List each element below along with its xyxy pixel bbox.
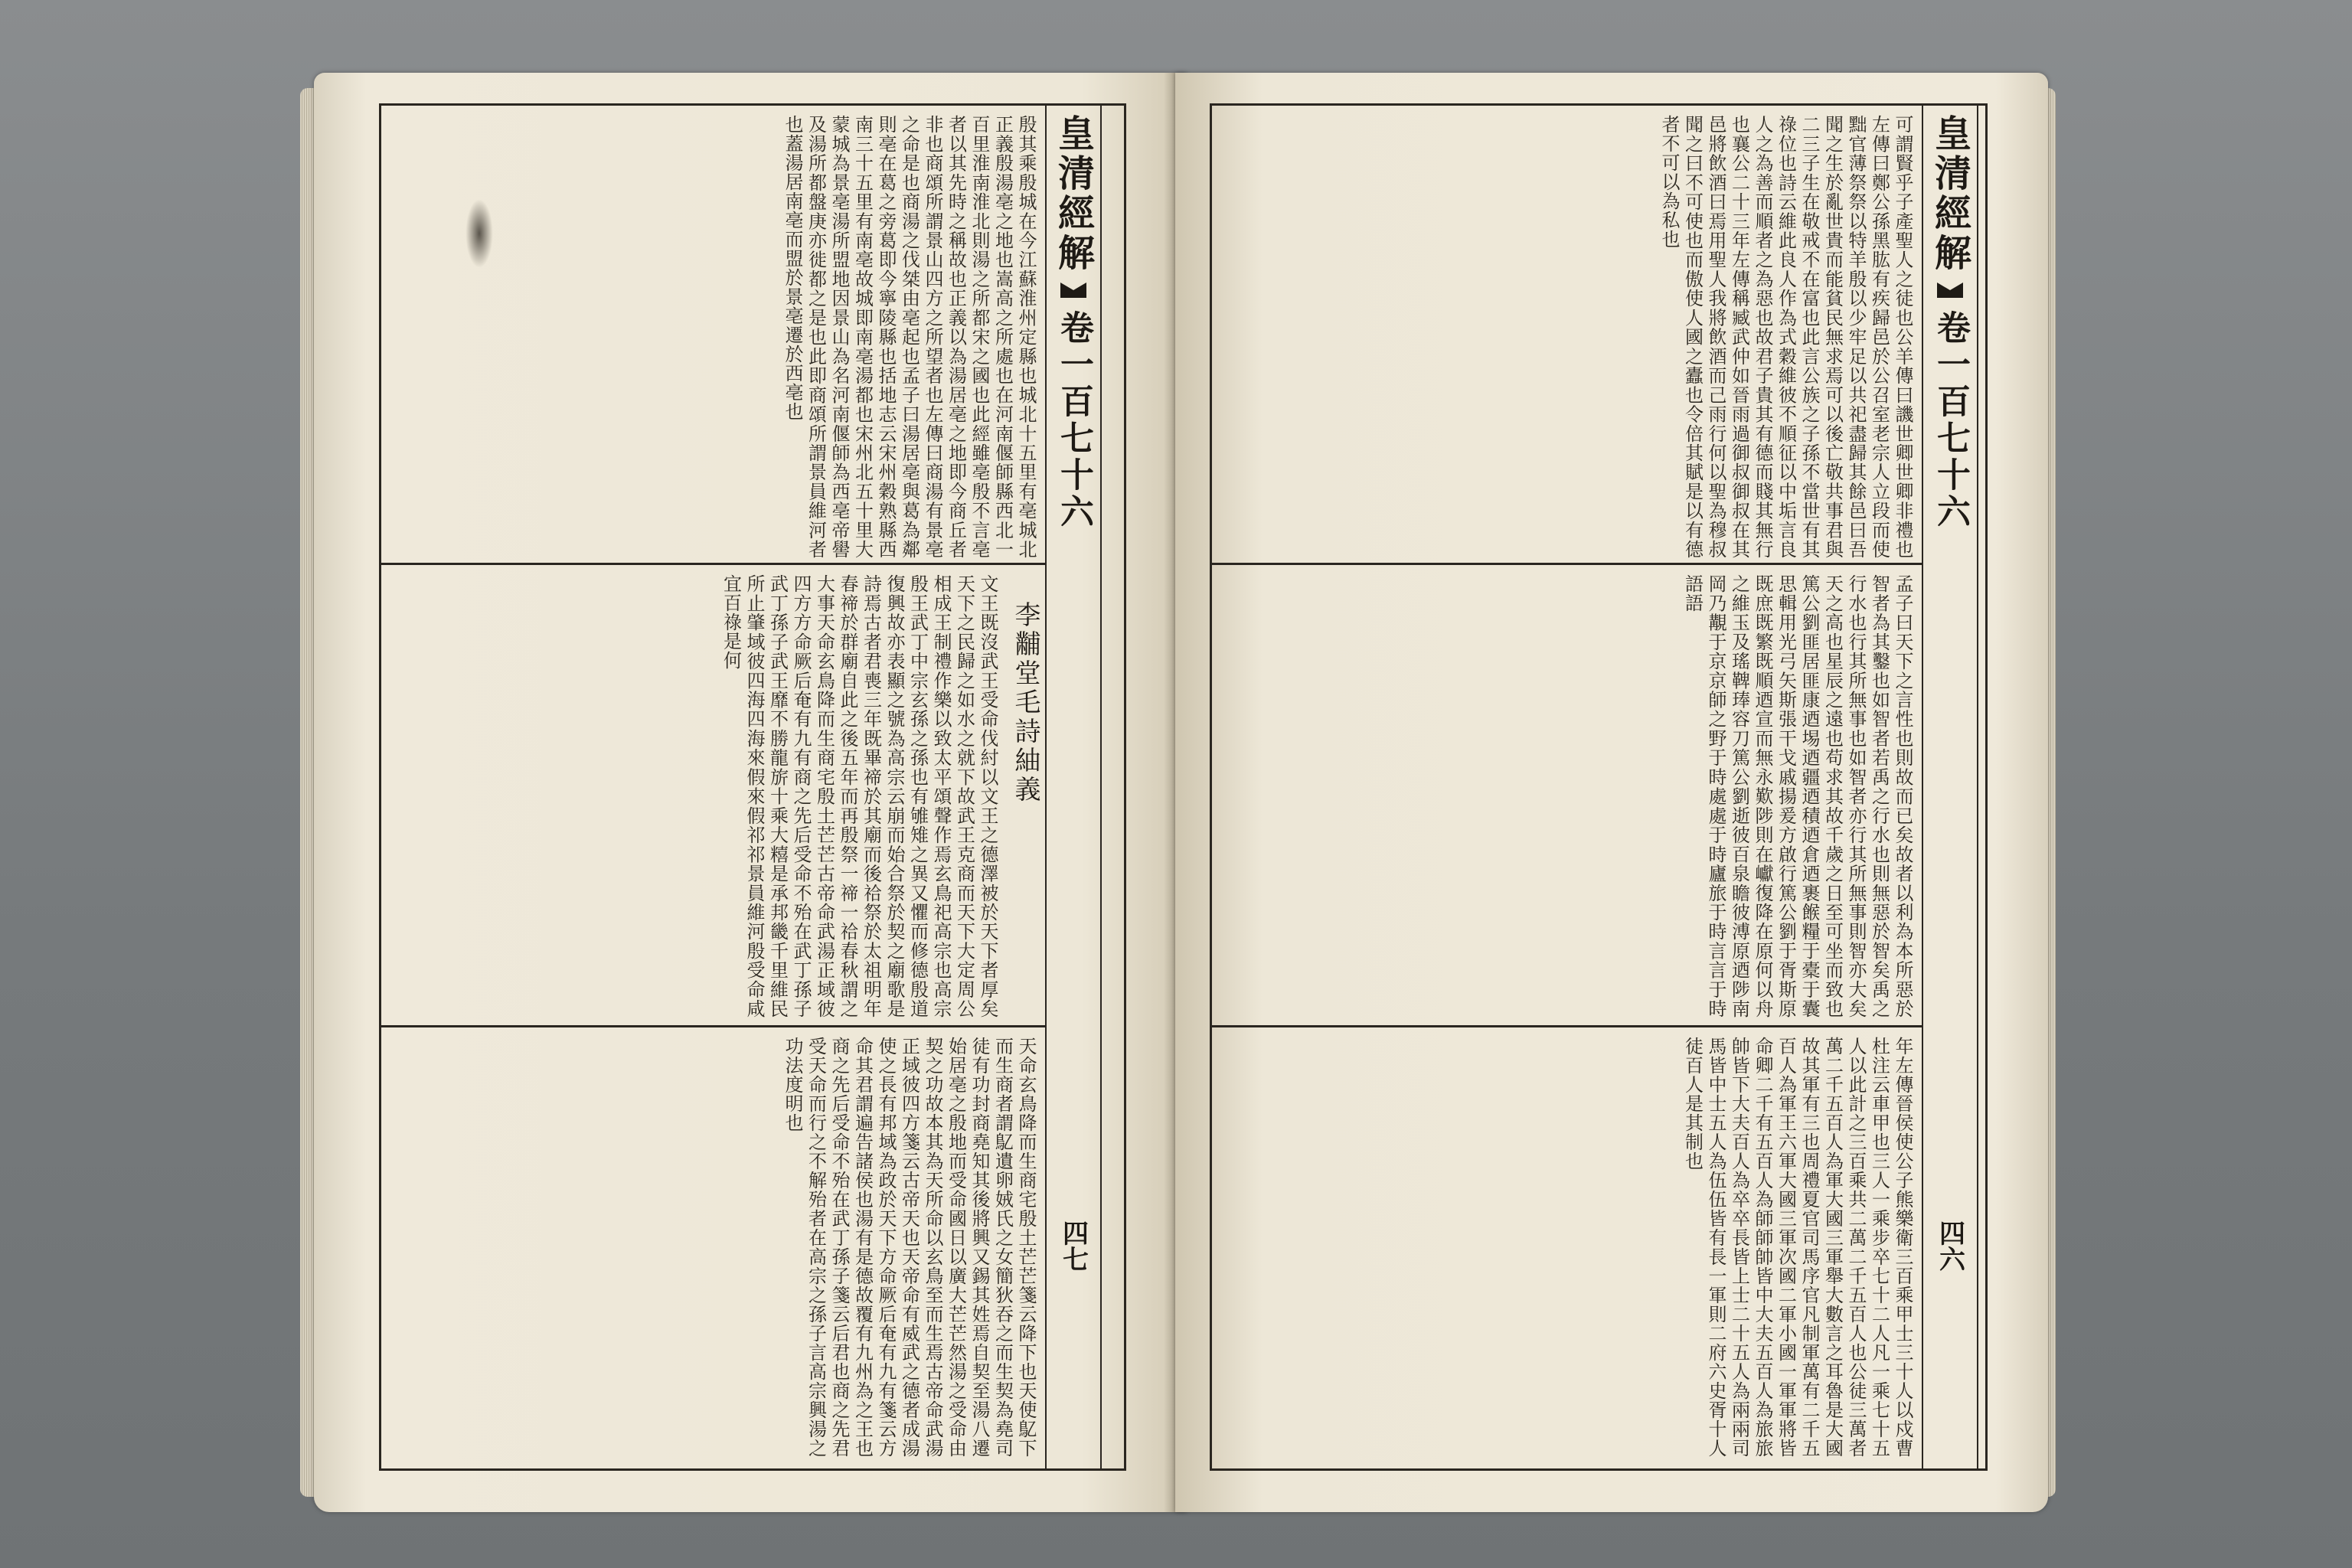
right-divider-2 xyxy=(1210,1025,1922,1027)
left-middle-text-block: 文王既沒武王受命伐紂以文王之德澤被於天下者厚矣天下之民歸之如水之就下故武王克商而天下大定周公相成王制禮作樂以致太平頌聲作焉玄鳥祀高宗也高宗殷王武丁中宗玄孫之孫也有雊雉之異又懼而修德殷道復興故亦表顯之號為高宗云崩而始合祭於契之廟歌是詩焉古者君喪三年既畢禘於其廟而後祫祭於太祖明年春禘於群廟自此之後五年而再殷祭一禘一祫春秋謂之大事天命玄鳥降而生商宅殷土芒芒古帝命武湯正域彼四方方命厥后奄有九有商之先后受命不殆在武丁孫子武丁孫子武王靡不勝龍旂十乘大糦是承邦畿千里維民所止肇域彼四海四海來假來假祁祁景員維河殷受命咸宜百祿是何 xyxy=(720,574,998,1018)
right-middle-text-block: 孟子曰天下之言性也則故而已矣故者以利為本所惡於智者為其鑿也如智者若禹之行水也則無惡於智矣禹之行水也行其所無事也如智者亦行其所無事則智亦大矣天之高也星辰之遠也苟求其故千歲之日至可坐而致也篤公劉匪居匪康迺埸迺疆迺積迺倉迺裹餱糧于橐于囊思輯用光弓矢斯張干戈戚揚爰方啟行篤公劉于胥斯原既庶既繁既順迺宣而無永歎陟則在巘復降在原何以舟之維玉及瑤鞞琫容刀篤公劉逝彼百泉瞻彼溥原迺陟南岡乃覯于京京師之野于時處處于時廬旅于時言言于時語語 xyxy=(1681,574,1913,1018)
fish-tail-mark-icon xyxy=(1937,283,1963,298)
right-folio-number: 四六 xyxy=(1934,1220,1965,1272)
left-top-text-block: 殷其乘殷城在今江蘇淮州定縣也城北十五里有亳城北正義殷湯亳之地也嵩高之所處也在河南偃師縣西北一百里淮南淮北則湯之所都宋之國也此經雖亳殷不言亳者以其先時之稱故也正義以為湯居亳之地即今商丘者非也商頌所謂景山四方之所望者也左傳曰商湯有景亳之命是也商湯之伐桀由亳起也孟子曰湯居亳與葛為鄰則亳在葛之旁葛即今寧陵縣也括地志云宋州穀熟縣西南三十五里有南亳故城即南亳湯都也宋州北五十里大蒙城為景亳湯所盟地因景山為名河南偃師為西亳帝嚳及湯所都盤庚亦徙都之是也此即商頌所謂景員維河者也蓋湯居南亳而盟於景亳遷於西亳也 xyxy=(782,115,1037,559)
right-divider-1 xyxy=(1210,563,1922,565)
right-banner-column xyxy=(1922,103,1978,1471)
left-page xyxy=(314,73,1187,1512)
left-author-line: 李黼堂毛詩紬義 xyxy=(1010,601,1040,805)
left-banner-volume: 卷一百七十六 xyxy=(1054,310,1093,531)
right-banner-title: 皇清經解 xyxy=(1928,114,1971,273)
left-banner-column xyxy=(1045,103,1102,1471)
fish-tail-mark-icon xyxy=(1060,283,1086,298)
left-folio-number: 四七 xyxy=(1057,1220,1089,1272)
left-divider-1 xyxy=(379,563,1045,565)
right-banner-volume: 卷一百七十六 xyxy=(1931,310,1970,531)
left-divider-2 xyxy=(379,1025,1045,1027)
right-bottom-text-block: 年左傳晉侯使公子熊樂衛三百乘甲士三十人以戍曹杜注云車甲也三人一乘步卒七十二人凡一乘七十五人以此計之三百乘共二萬二千五百人也公徒三萬者萬二千五百人為軍大國三軍舉大數言之耳魯是大國故其軍有三也周禮夏官司馬序官凡制軍萬有二千五百人為軍王六軍大國三軍次國二軍小國一軍軍將皆命卿二千有五百人為師師帥皆中大夫五百人為旅旅帥皆下大夫百人為卒卒長皆上士二十五人為兩兩司馬皆中士五人為伍伍皆有長一軍則二府六史胥十人徒百人是其制也 xyxy=(1681,1037,1913,1458)
open-book xyxy=(314,73,2048,1512)
left-bottom-text-block: 天命玄鳥降而生商宅殷土芒芒箋云降下也天使鳦下而生商者謂鳦遺卵娀氏之女簡狄吞之而生契為堯司徒有功封商堯知其後將興又錫其姓焉自契至湯八遷始居亳之殷地而受命國日以廣大芒芒然湯之受命由契之功故本其為天所命以玄鳥至而生焉古帝命武湯正域彼四方箋云古帝天也天帝命有威武之德者成湯使之長有邦域為政於天下方命厥后奄有九有箋云方命其君謂遍告諸侯也湯有是德故覆有九州為之王也商之先后受命不殆在武丁孫子箋云后君也商之先君受天命而行之不解殆者在高宗之孫子言高宗興湯之功法度明也 xyxy=(782,1037,1037,1458)
left-banner-title: 皇清經解 xyxy=(1051,114,1095,273)
right-top-text-block: 可謂賢乎子產聖人之徒也公羊傳曰譏世卿世卿非禮也左傳曰鄭公孫黑肱有疾歸邑於公召室老宗人立段而使黜官薄祭祭以特羊殷以少牢足以共祀盡歸其餘邑曰吾聞之生於亂世貴而能貧民無求焉可以後亡敬共事君與二三子生在敬戒不在富也此言公族之子孫不當世有其祿位也詩云維此良人作為式穀維彼不順征以中垢言良人之為善而順者之為惡也故君子貴其有德而賤其無行也襄公二十三年左傳稱臧武仲如晉雨過御叔御叔在其邑將飲酒曰焉用聖人我將飲酒而己雨行何以聖為穆叔聞之曰不可使也而傲使人國之蠹也令倍其賦是以有德者不可以為私也 xyxy=(1658,115,1913,559)
right-page xyxy=(1175,73,2048,1512)
